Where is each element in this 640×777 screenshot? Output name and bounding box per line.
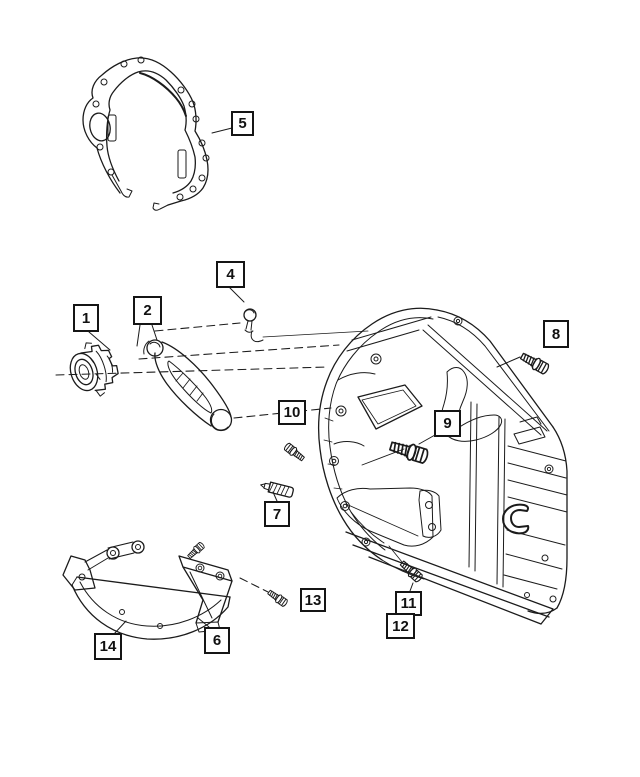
bolt-9-drawing (389, 438, 430, 464)
callout-8[interactable] (543, 320, 569, 348)
bolt-8-drawing (519, 351, 550, 376)
callout-7-label: 7 (272, 505, 282, 523)
callout-11-label: 11 (400, 595, 417, 612)
link-drawing (63, 541, 144, 590)
callout-13[interactable] (300, 588, 326, 612)
callout-10[interactable] (278, 400, 306, 425)
callout-4-label: 4 (226, 266, 235, 283)
callout-13-label: 13 (304, 591, 322, 609)
callout-2[interactable] (133, 296, 162, 325)
pivot-stud-drawing (244, 309, 368, 342)
callout-12-label: 12 (392, 617, 409, 635)
callout-8-label: 8 (551, 325, 561, 343)
callout-4[interactable] (216, 261, 245, 288)
callout-14[interactable] (94, 633, 122, 660)
callout-5-label: 5 (238, 115, 247, 132)
callout-9[interactable] (434, 410, 461, 437)
release-bearing-drawing (63, 336, 124, 403)
bolt-13-drawing (266, 588, 288, 607)
callout-6[interactable] (204, 627, 230, 654)
callout-10-label: 10 (283, 404, 301, 421)
callout-14-label: 14 (99, 638, 117, 655)
fasteners (186, 351, 550, 608)
screw-6-drawing (186, 541, 205, 560)
gasket-drawing (83, 57, 209, 210)
callout-1-label: 1 (81, 309, 91, 327)
callout-5[interactable] (231, 111, 254, 136)
transmission-case-drawing (319, 308, 567, 624)
callout-1[interactable] (73, 304, 99, 332)
callout-6-label: 6 (212, 632, 222, 649)
callout-2-label: 2 (143, 302, 152, 319)
spring-7-drawing (259, 480, 293, 498)
callout-9-label: 9 (443, 415, 452, 432)
callout-12[interactable] (386, 613, 415, 639)
screw-10-drawing (283, 442, 306, 463)
callout-7[interactable] (264, 501, 290, 527)
